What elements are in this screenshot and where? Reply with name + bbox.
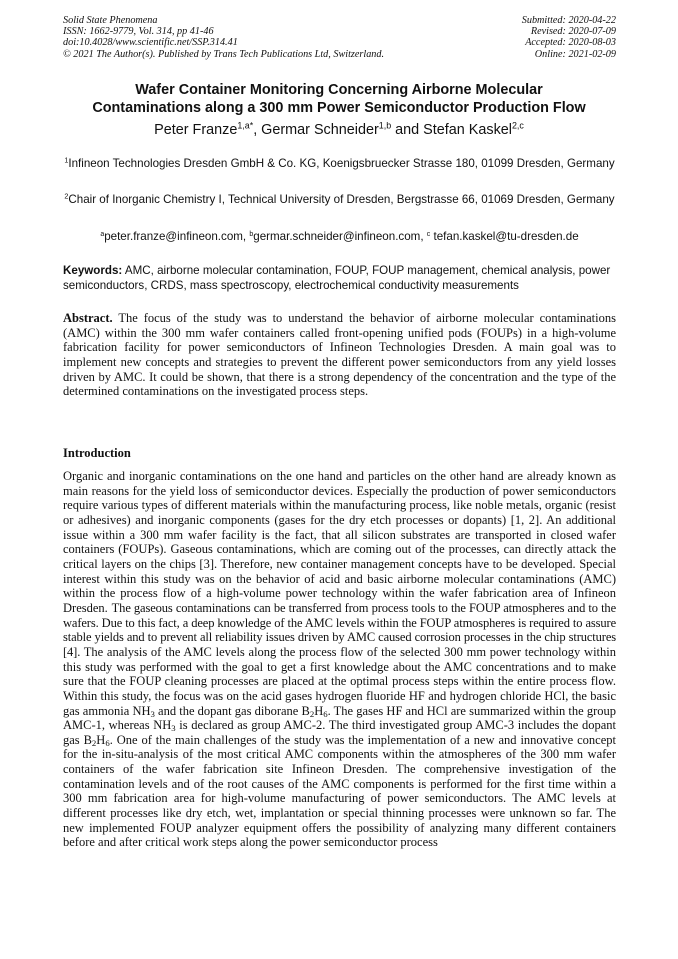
intro-text-7: . One of the main challenges of the study was the implementation of a new and innovative concept for the in-situ-analysis of the most critical AMC components within the atmospheres of the 300 mm wafer containers of the wafer fabrication site Infineon Dresden. The comprehensive investigation of the contamination levels and of the root causes of the AMC components is performed for the first time within a 300 mm fabrication area for high-volume manufacturing of power semiconductors. The AMC levels at different processes like dry etch, wet, implantation or special thinning processes were unknown so far. The new implemented FOUP analyzer equipment offers the possibility of analyzing many different containers before and after critical work steps along the power semiconductor process [63, 732, 616, 850]
journal-name: Solid State Phenomena [63, 15, 158, 26]
accepted-date: Accepted: 2020-08-03 [525, 37, 616, 49]
email-c[interactable]: tefan.kaskel@tu-dresden.de [430, 230, 579, 243]
intro-text-4: and the dopant gas diborane B [154, 703, 310, 718]
keywords-text: AMC, airborne molecular contamination, FOUP, FOUP management, chemical analysis, power semiconductors, CRDS, mass spectroscopy, electrochemical conductivity measurements [63, 264, 611, 293]
section-heading-introduction: Introduction [63, 446, 131, 460]
abstract [63, 311, 616, 399]
affiliation-1 [63, 156, 616, 171]
intro-text-1: Organic and inorganic contaminations on the one hand and particles on the other hand are already known as main reasons for the yield loss of semiconductor devices. Especially the production of power semiconductors require various types of different materials within the manufacturing process, like noble metals, organic (resist or adhesives) and inorganic components (gases for the dry etch processes or dopants) [1, 2]. An additional issue within a 300 mm wafer facility is the fact, that all silicon substrates are transported in closed wafer containers (FOUPs). Gaseous contaminations, which are coming out of the processes, can directly attack the critical layers on the chips [3]. Therefore, new container management concepts have to be developed. Special interest within this study was on the behavior of acid and basic airborne molecular contaminations (AMC) within the process flow of a high-volume power technology within the wafer fabrication area of Infineon Dresden. [63, 469, 616, 615]
intro-text-6: is declared as group AMC-2. The third investigated group AMC-3 includes the dopant gas B [63, 718, 616, 747]
online-date: Online: 2021-02-09 [534, 48, 616, 60]
keywords-label: Keywords: [63, 264, 123, 277]
copyright-line: © 2021 The Author(s). Published by Trans Tech Publications Ltd, Switzerland. [63, 48, 385, 60]
affiliation-1-marker: 1 [64, 155, 69, 165]
b2h6-h: H [314, 703, 324, 718]
introduction-paragraph [63, 469, 616, 850]
b2h6-b-subscript-2: 2 [91, 738, 97, 748]
keywords [63, 263, 616, 293]
doi-line[interactable]: doi:10.4028/www.scientific.net/SSP.314.41 [63, 37, 238, 49]
author-list [50, 121, 628, 139]
issn-line: ISSN: 1662-9779, Vol. 314, pp 41-46 [63, 26, 214, 38]
intro-text-5: . The gases HF and HCl are summarized within the group AMC-1, whereas NH [63, 703, 616, 733]
intro-text-2: The gaseous contaminations can be transferred from process tools to the FOUP atmospheres and to the wafers. Due to this fact, a deep knowledge of the AMC levels within the FOUP atmospheres is required to assure stable yields and to prevent all reliability issues driven by AMC caused corrosion processes in the chip structures [4]. [63, 600, 616, 659]
author-3-name: and Stefan Kaskel [391, 122, 512, 138]
nh3-subscript: 3 [150, 708, 155, 719]
b2h6-b-subscript: 2 [309, 708, 315, 719]
nh3-subscript-2: 3 [171, 723, 176, 734]
title-line-2: Contaminations along a 300 mm Power Semiconductor Production Flow [92, 100, 586, 116]
affiliation-2-marker: 2 [64, 191, 69, 201]
journal-header [63, 15, 463, 60]
abstract-text: The focus of the study was to understand the behavior of airborne molecular contaminations (AMC) within the 300 mm wafer containers called front-opening unified pods (FOUPs) in a high-volume fabrication facility for power semiconductors of Infineon Technologies Dresden. A main goal was to implement new concepts and strategies to prevent the different power semiconductors from any yield losses driven by AMC. It could be shown, that there is a strong dependency of the concentration and the type of the determined contaminations on the investigated process steps. [63, 311, 616, 399]
email-line [63, 229, 616, 244]
author-1-name: Peter Franze [154, 122, 238, 138]
abstract-label: Abstract. [63, 311, 113, 325]
email-a[interactable]: peter.franze@infineon.com, [104, 230, 250, 243]
email-b[interactable]: germar.schneider@infineon.com, [253, 230, 427, 243]
author-1-marker: 1,a* [237, 120, 254, 131]
dates-header [416, 15, 616, 60]
b2h6-h-2: H [96, 732, 106, 747]
email-c-marker: c [426, 231, 431, 239]
b2h6-h-subscript-2: 6 [105, 738, 110, 748]
author-2-name: , Germar Schneider [253, 122, 379, 138]
affiliation-2 [63, 192, 616, 207]
revised-date: Revised: 2020-07-09 [530, 26, 616, 38]
author-2-marker: 1,b [378, 120, 392, 131]
paper-title [50, 81, 628, 117]
affiliation-1-text: Infineon Technologies Dresden GmbH & Co. KG, Koenigsbruecker Strasse 180, 01099 Dresden, Germany [68, 157, 615, 170]
affiliation-2-text: Chair of Inorganic Chemistry I, Technical University of Dresden, Bergstrasse 66, 01069 Dresden, Germany [68, 193, 615, 206]
author-3-marker: 2,c [511, 120, 524, 131]
email-a-marker: a [100, 231, 105, 239]
intro-text-3: The analysis of the AMC levels along the process flow of the selected 300 mm power technology within this study was performed with the goal to get a first knowledge about the AMC concentrations and to make sure that the FOUP cleaning processes are placed at the optimal process steps within the entire process flow. Within this study, the focus was on the acid gases hydrogen fluoride HF and hydrogen chloride HCl, the basic gas ammonia NH [63, 644, 616, 718]
submitted-date: Submitted: 2020-04-22 [521, 15, 616, 26]
title-line-1: Wafer Container Monitoring Concerning Airborne Molecular [135, 82, 543, 98]
email-b-marker: b [249, 231, 254, 239]
b2h6-h-subscript: 6 [323, 708, 328, 719]
